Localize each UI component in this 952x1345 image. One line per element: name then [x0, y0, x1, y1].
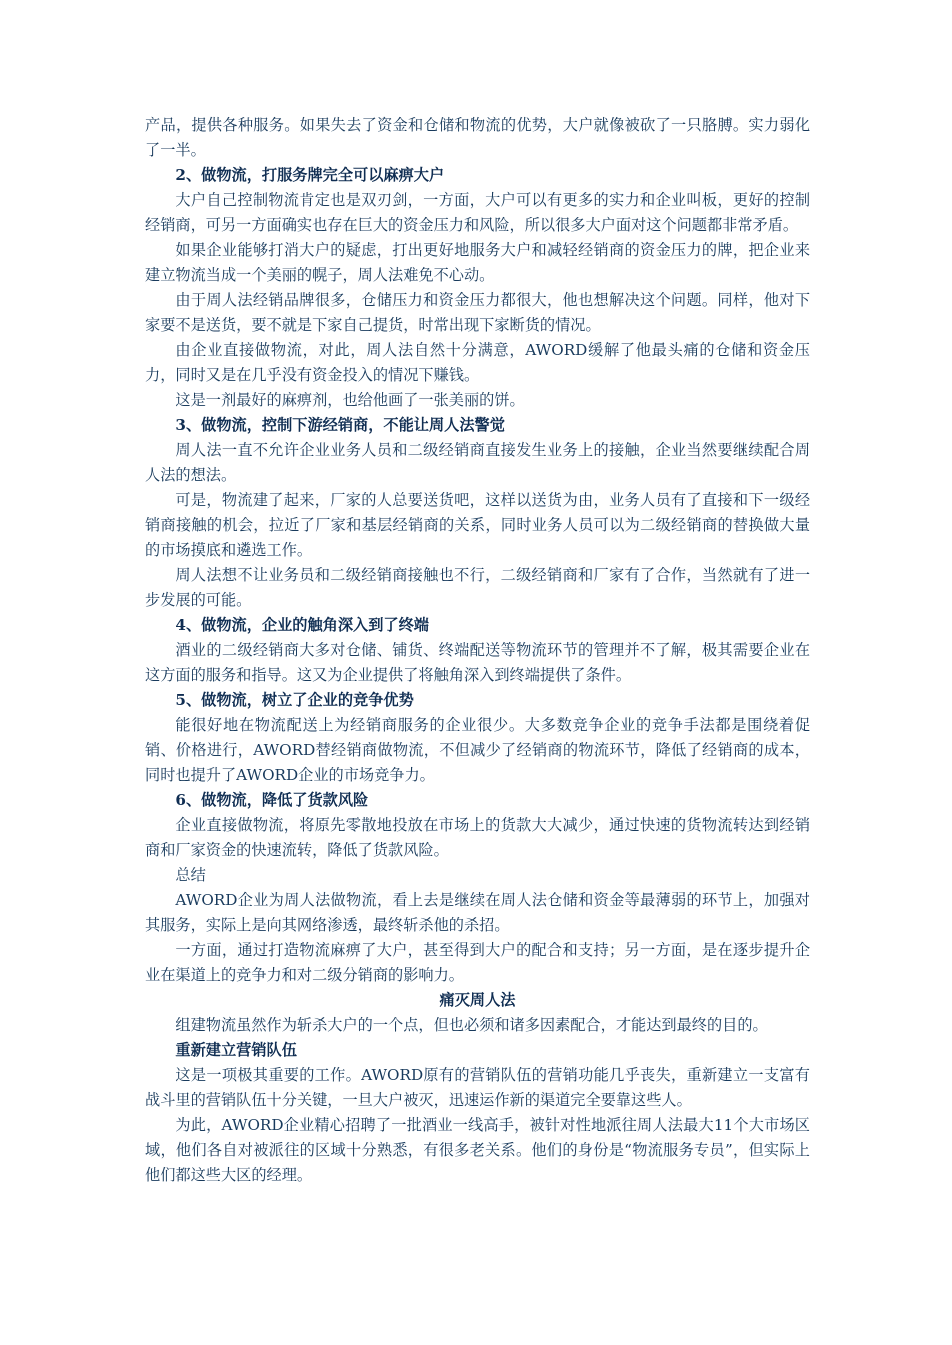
paragraph: 周人法一直不允许企业业务人员和二级经销商直接发生业务上的接触，企业当然要继续配合周人法的想法。: [145, 441, 810, 484]
summary-label: 总结: [175, 866, 206, 884]
section-heading-6: 6、做物流，降低了货款风险: [175, 791, 369, 809]
section-heading-2: 2、做物流，打服务牌完全可以麻痹大户: [175, 166, 445, 184]
paragraph: 由企业直接做物流，对此，周人法自然十分满意，AWORD缓解了他最头痛的仓储和资金压力，同时又是在几乎没有资金投入的情况下赚钱。: [145, 341, 810, 384]
paragraph: 周人法想不让业务员和二级经销商接触也不行，二级经销商和厂家有了合作，当然就有了进一步发展的可能。: [145, 566, 810, 609]
paragraph: 组建物流虽然作为斩杀大户的一个点，但也必须和诸多因素配合，才能达到最终的目的。: [175, 1016, 768, 1034]
paragraph: 酒业的二级经销商大多对仓储、铺货、终端配送等物流环节的管理并不了解，极其需要企业在这方面的服务和指导。这又为企业提供了将触角深入到终端提供了条件。: [145, 641, 810, 684]
paragraph: 一方面，通过打造物流麻痹了大户，甚至得到大户的配合和支持；另一方面，是在逐步提升企业在渠道上的竞争力和对二级分销商的影响力。: [145, 941, 810, 984]
paragraph: 大户自己控制物流肯定也是双刃剑，一方面，大户可以有更多的实力和企业叫板，更好的控制经销商，可另一方面确实也存在巨大的资金压力和风险，所以很多大户面对这个问题都非常矛盾。: [145, 191, 810, 234]
section-heading-3: 3、做物流，控制下游经销商，不能让周人法警觉: [175, 416, 505, 434]
chapter-title: 痛灭周人法: [439, 991, 516, 1009]
section-heading-5: 5、做物流，树立了企业的竞争优势: [175, 691, 414, 709]
paragraph: 这是一剂最好的麻痹剂，也给他画了一张美丽的饼。: [175, 391, 525, 409]
paragraph: 如果企业能够打消大户的疑虑，打出更好地服务大户和减轻经销商的资金压力的牌，把企业来建立物流当成一个美丽的幌子，周人法难免不心动。: [145, 241, 810, 284]
paragraph-continuation: 产品，提供各种服务。如果失去了资金和仓储和物流的优势，大户就像被砍了一只胳膊。实力弱化了一半。: [145, 116, 810, 159]
paragraph: 为此，AWORD企业精心招聘了一批酒业一线高手，被针对性地派往周人法最大11个大市场区域，他们各自对被派往的区域十分熟悉，有很多老关系。他们的身份是“物流服务专员”，但实际上他们都这些大区的经理。: [145, 1116, 810, 1184]
paragraph: 由于周人法经销品牌很多，仓储压力和资金压力都很大，他也想解决这个问题。同样，他对下家要不是送货，要不就是下家自己提货，时常出现下家断货的情况。: [145, 291, 810, 334]
document-page: [145, 113, 810, 1188]
paragraph: 可是，物流建了起来，厂家的人总要送货吧，这样以送货为由，业务人员有了直接和下一级经销商接触的机会，拉近了厂家和基层经销商的关系，同时业务人员可以为二级经销商的替换做大量的市场摸底和遴选工作。: [145, 491, 810, 559]
section-heading-team: 重新建立营销队伍: [175, 1041, 297, 1059]
paragraph: AWORD企业为周人法做物流，看上去是继续在周人法仓储和资金等最薄弱的环节上，加强对其服务，实际上是向其网络渗透，最终斩杀他的杀招。: [145, 891, 810, 934]
section-heading-4: 4、做物流，企业的触角深入到了终端: [175, 616, 429, 634]
paragraph: 这是一项极其重要的工作。AWORD原有的营销队伍的营销功能几乎丧失，重新建立一支富有战斗里的营销队伍十分关键，一旦大户被灭，迅速运作新的渠道完全要靠这些人。: [145, 1066, 810, 1109]
paragraph: 企业直接做物流，将原先零散地投放在市场上的货款大大减少，通过快速的货物流转达到经销商和厂家资金的快速流转，降低了货款风险。: [145, 816, 810, 859]
paragraph: 能很好地在物流配送上为经销商服务的企业很少。大多数竞争企业的竞争手法都是围绕着促销、价格进行，AWORD替经销商做物流，不但减少了经销商的物流环节，降低了经销商的成本，同时也提升了AWORD企业的市场竞争力。: [145, 716, 810, 784]
